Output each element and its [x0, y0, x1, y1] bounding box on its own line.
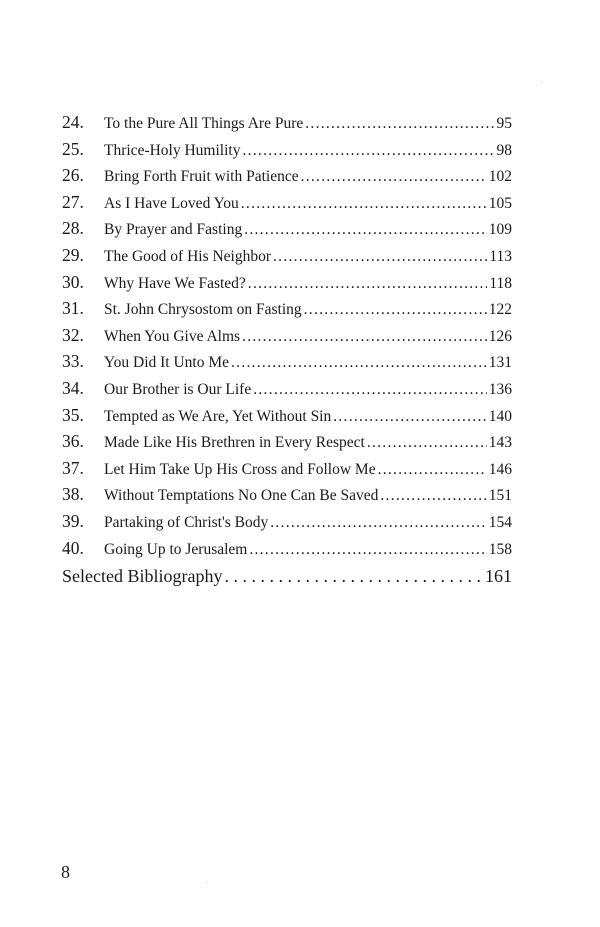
toc-entry-number: 38. [62, 484, 84, 505]
toc-entry-number: 31. [62, 298, 84, 319]
toc-leader-dots [231, 354, 487, 372]
toc-entry-page: 95 [496, 115, 512, 132]
toc-entry-page: 122 [488, 301, 512, 319]
toc-entry-page: 154 [488, 513, 512, 531]
toc-entry-title: When You Give Alms [104, 327, 241, 345]
toc-entry-title: Tempted as We Are, Yet Without Sin [104, 407, 332, 425]
toc-entry-page: 143 [488, 434, 512, 452]
toc-entry-number: 36. [62, 431, 84, 452]
toc-entry-title: By Prayer and Fasting [104, 221, 243, 239]
toc-entry-number: 39. [62, 510, 84, 531]
toc-entry-number: 25. [62, 138, 84, 159]
toc-leader-dots [333, 408, 487, 426]
toc-entry-title: The Good of His Neighbor [104, 247, 272, 265]
toc-leader-dots [249, 541, 486, 559]
toc-leader-dots [242, 142, 494, 160]
toc-entry-title: St. John Chrysostom on Fasting [104, 301, 302, 319]
toc-entries [62, 112, 512, 564]
toc-leader-dots [273, 248, 487, 266]
toc-entry-title: Made Like His Brethren in Every Respect [104, 434, 365, 452]
page-number: 8 [61, 862, 70, 882]
toc-entry-page: 131 [488, 354, 512, 372]
toc-leader-dots [301, 168, 487, 186]
toc-entry-number: 27. [62, 191, 84, 212]
paper-speck [206, 882, 207, 883]
toc-entry-title: Partaking of Christ's Body [104, 513, 269, 531]
toc-entry [62, 139, 512, 166]
toc-entry-title: As I Have Loved You [104, 194, 239, 212]
toc-leader-dots [270, 514, 487, 532]
toc-entry-page: 151 [488, 487, 512, 505]
table-of-contents [62, 112, 512, 593]
toc-entry [62, 484, 512, 511]
toc-entry-number: 28. [62, 218, 84, 239]
toc-entry-number: 37. [62, 457, 84, 478]
toc-entry-page: 98 [496, 141, 512, 159]
toc-entry-page: 140 [488, 407, 512, 425]
toc-entry-number: 29. [62, 244, 84, 265]
toc-leader-dots [244, 221, 487, 239]
toc-entry-title: To the Pure All Things Are Pure [104, 115, 304, 132]
toc-entry-page: 158 [488, 540, 512, 558]
toc-entry-page: 113 [489, 247, 512, 265]
toc-entry-title: Thrice-Holy Humility [104, 141, 241, 159]
toc-entry-title: Without Temptations No One Can Be Saved [104, 487, 379, 505]
toc-entry-number: 40. [62, 537, 84, 558]
toc-entry-title: Let Him Take Up His Cross and Follow Me [104, 460, 376, 478]
toc-leader-dots [378, 461, 487, 479]
toc-entry-page: 136 [488, 380, 512, 398]
toc-entry-title: Going Up to Jerusalem [104, 540, 248, 558]
toc-entry-title: You Did It Unto Me [104, 354, 230, 372]
toc-entry-title: Bring Forth Fruit with Patience [104, 168, 299, 186]
toc-entry-title: Selected Bibliography [62, 566, 223, 587]
toc-entry-number: 32. [62, 324, 84, 345]
toc-entry-number: 35. [62, 404, 84, 425]
toc-leader-dots [304, 301, 487, 319]
toc-entry-number: 34. [62, 377, 84, 398]
toc-entry-page: 146 [488, 460, 512, 478]
toc-entry [62, 165, 512, 192]
paper-speck [541, 82, 542, 83]
toc-entry-page: 109 [488, 221, 512, 239]
toc-entry [62, 431, 512, 458]
toc-entry-number: 24. [62, 112, 84, 132]
toc-entry [62, 538, 512, 565]
toc-entry [62, 298, 512, 325]
toc-entry [62, 192, 512, 219]
toc-entry-page: 105 [488, 194, 512, 212]
toc-leader-dots [367, 434, 487, 452]
toc-leader-dots [248, 275, 488, 293]
toc-entry [62, 245, 512, 272]
toc-entry-title: Why Have We Fasted? [104, 274, 246, 292]
toc-entry-number: 26. [62, 165, 84, 186]
toc-entry [62, 112, 512, 139]
toc-entry [62, 272, 512, 299]
toc-entry [62, 405, 512, 432]
toc-entry-page: 118 [489, 274, 512, 292]
toc-entry [62, 351, 512, 378]
toc-entry-page: 126 [488, 327, 512, 345]
toc-entry-page: 161 [485, 566, 512, 587]
toc-entry [62, 458, 512, 485]
toc-entry [62, 378, 512, 405]
toc-leader-dots [241, 195, 487, 213]
toc-leader-dots [305, 115, 494, 133]
toc-entry-bibliography [62, 566, 512, 593]
toc-entry-number: 30. [62, 271, 84, 292]
toc-leader-dots [380, 487, 486, 505]
toc-leader-dots [224, 566, 483, 587]
toc-entry [62, 511, 512, 538]
toc-entry [62, 325, 512, 352]
toc-entry-number: 33. [62, 351, 84, 372]
toc-entry-page: 102 [488, 168, 512, 186]
toc-entry-title: Our Brother is Our Life [104, 380, 252, 398]
toc-leader-dots [242, 328, 487, 346]
toc-leader-dots [253, 381, 487, 399]
toc-entry [62, 218, 512, 245]
